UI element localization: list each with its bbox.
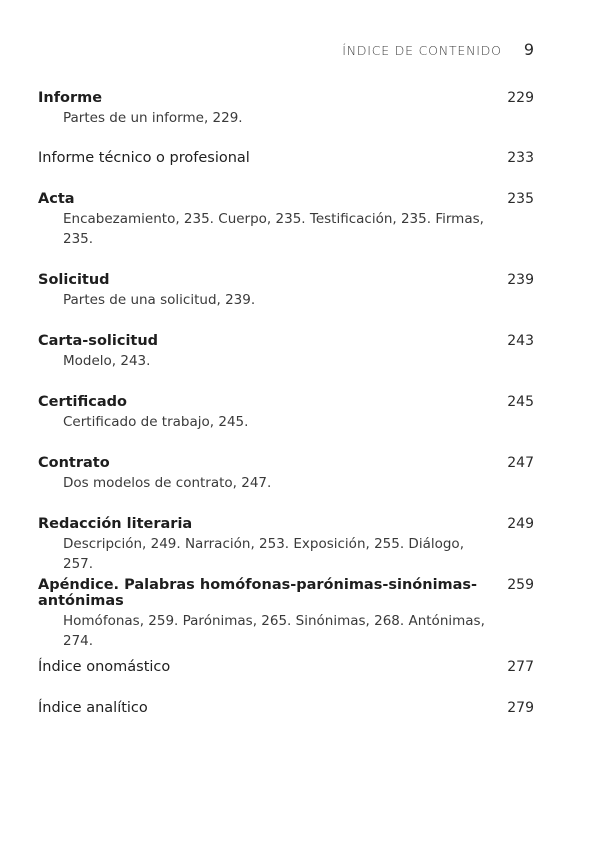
- toc-entry: [38, 333, 534, 371]
- toc-entry: [38, 455, 534, 493]
- toc-entry-page: 279: [507, 700, 534, 716]
- toc-entry-title: Carta-solicitud: [38, 333, 159, 349]
- toc-entry-page: 235: [507, 191, 534, 207]
- toc-entry-subitems: Descripción, 249. Narración, 253. Exposición, 255. Diálogo, 257.: [63, 536, 464, 572]
- toc-entry-subitems: Partes de una solicitud, 239.: [63, 292, 256, 308]
- toc-entry-page: 233: [507, 150, 534, 166]
- toc-entry: [38, 577, 534, 651]
- page-header: [342, 40, 534, 59]
- toc-entry-page: 259: [507, 577, 534, 593]
- toc-entry-page: 239: [507, 272, 534, 288]
- toc-entry: [38, 90, 534, 128]
- toc-entry-page: 243: [507, 333, 534, 349]
- toc-entry-title: Solicitud: [38, 272, 110, 288]
- toc-entry-page: 247: [507, 455, 534, 471]
- toc-entry-subitems: Certificado de trabajo, 245.: [63, 414, 249, 430]
- toc-entry-title: Apéndice. Palabras homófonas-parónimas-sinónimas-antónimas: [38, 577, 478, 609]
- toc-entry-subitems: Modelo, 243.: [63, 353, 151, 369]
- toc-entry-page: 277: [507, 659, 534, 675]
- toc-entry-title: Informe: [38, 90, 103, 106]
- toc-entry-page: 229: [507, 90, 534, 106]
- toc-entry: [38, 272, 534, 310]
- toc-entry: [38, 150, 534, 166]
- toc-entry-title: Redacción literaria: [38, 516, 193, 532]
- toc-entry-page: 245: [507, 394, 534, 410]
- toc-entry: [38, 516, 534, 574]
- toc-entry-title: Acta: [38, 191, 75, 207]
- page-number: 9: [523, 40, 534, 59]
- toc-entry: [38, 659, 534, 675]
- toc-entry: [38, 700, 534, 716]
- toc-entry-subitems: Partes de un informe, 229.: [63, 110, 243, 126]
- toc-entry-title: Certificado: [38, 394, 127, 410]
- toc-entry-title: Índice analítico: [38, 700, 148, 716]
- toc-entry: [38, 394, 534, 432]
- toc-entry-subitems: Homófonas, 259. Parónimas, 265. Sinónimas, 268. Antónimas, 274.: [63, 613, 485, 649]
- running-header-title: ÍNDICE DE CONTENIDO: [342, 43, 502, 58]
- toc-entry-title: Índice onomástico: [38, 659, 171, 675]
- toc-entry-title: Contrato: [38, 455, 110, 471]
- toc-entry-subitems: Dos modelos de contrato, 247.: [63, 475, 272, 491]
- toc-entry-subitems: Encabezamiento, 235. Cuerpo, 235. Testificación, 235. Firmas, 235.: [63, 211, 484, 247]
- toc-entry-page: 249: [507, 516, 534, 532]
- toc-entry: [38, 191, 534, 249]
- toc-entry-title: Informe técnico o profesional: [38, 150, 250, 166]
